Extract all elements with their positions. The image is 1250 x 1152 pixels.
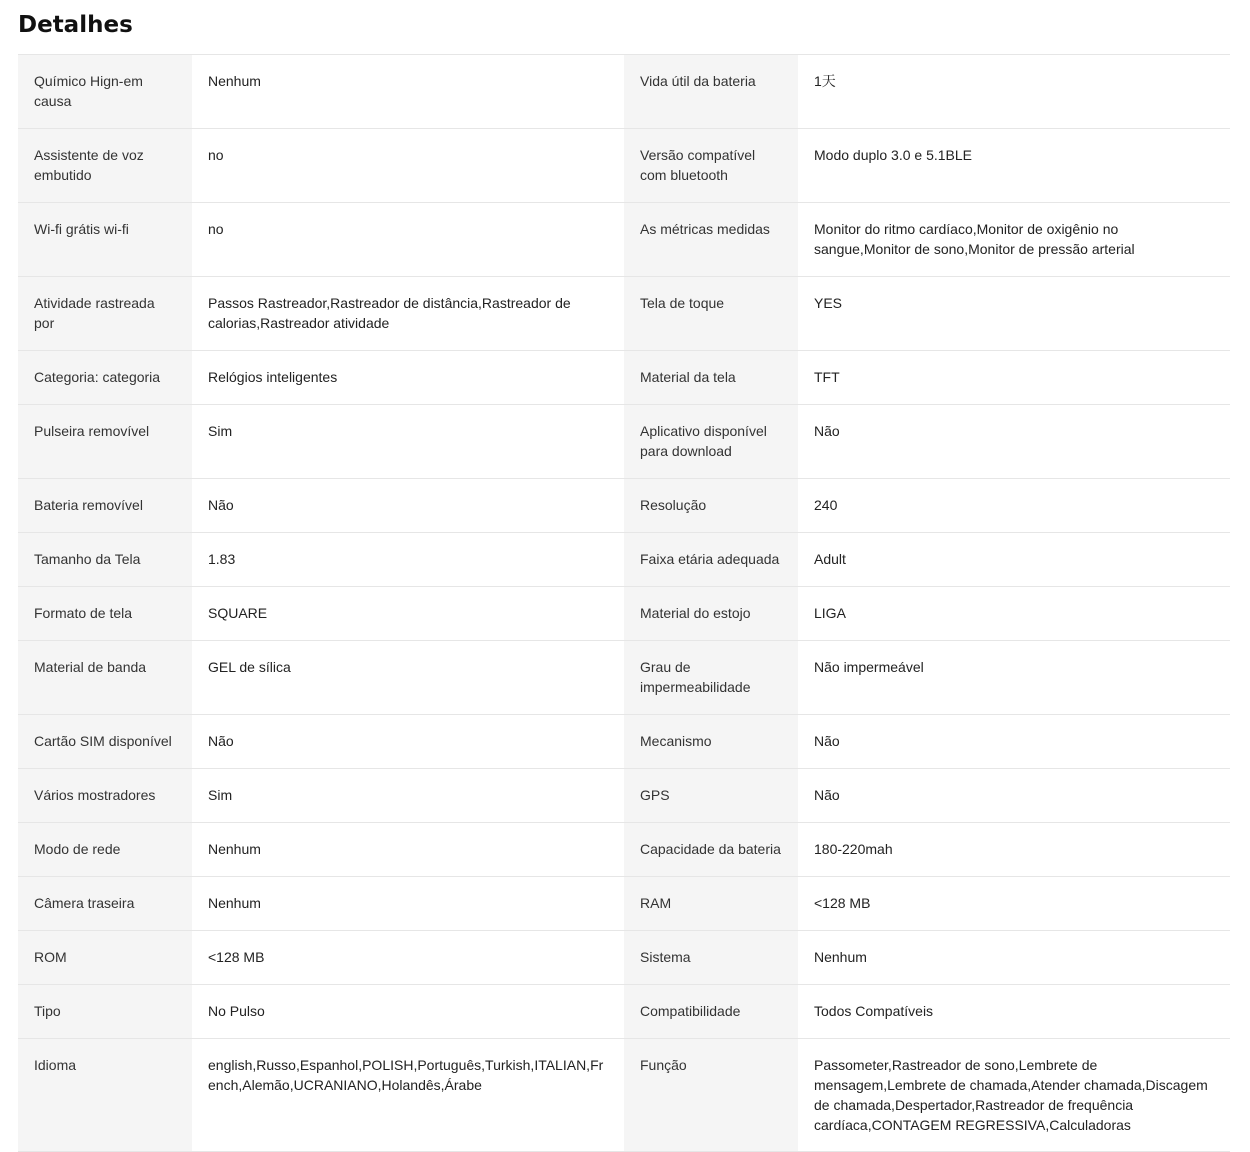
spec-label: Atividade rastreada por: [18, 277, 192, 351]
spec-table-body: [18, 55, 1230, 1152]
spec-label: Função: [624, 1039, 798, 1152]
spec-label: Químico Hign-em causa: [18, 55, 192, 129]
table-row: [18, 823, 1230, 877]
spec-value: Não: [798, 769, 1230, 823]
spec-value: no: [192, 203, 624, 277]
spec-value: Nenhum: [192, 877, 624, 931]
table-row: [18, 715, 1230, 769]
table-row: [18, 641, 1230, 715]
spec-label: Compatibilidade: [624, 985, 798, 1039]
spec-value: Não: [192, 479, 624, 533]
spec-value: YES: [798, 277, 1230, 351]
spec-value: Não: [798, 715, 1230, 769]
table-row: [18, 129, 1230, 203]
spec-label: Tamanho da Tela: [18, 533, 192, 587]
spec-label: Tipo: [18, 985, 192, 1039]
spec-value: TFT: [798, 351, 1230, 405]
spec-value: <128 MB: [798, 877, 1230, 931]
spec-label: ROM: [18, 931, 192, 985]
spec-label: Resolução: [624, 479, 798, 533]
spec-value: 240: [798, 479, 1230, 533]
spec-value: Nenhum: [192, 823, 624, 877]
spec-value: Nenhum: [192, 55, 624, 129]
spec-label: Câmera traseira: [18, 877, 192, 931]
table-row: [18, 1039, 1230, 1152]
table-row: [18, 351, 1230, 405]
spec-label: Grau de impermeabilidade: [624, 641, 798, 715]
table-row: [18, 769, 1230, 823]
spec-label: Formato de tela: [18, 587, 192, 641]
spec-value: No Pulso: [192, 985, 624, 1039]
spec-value: Passometer,Rastreador de sono,Lembrete de mensagem,Lembrete de chamada,Atender chamada,Discagem de chamada,Despertador,Rastreador de frequência cardíaca,CONTAGEM REGRESSIVA,Calculadoras: [798, 1039, 1230, 1152]
spec-label: Vida útil da bateria: [624, 55, 798, 129]
table-row: [18, 877, 1230, 931]
spec-value: Relógios inteligentes: [192, 351, 624, 405]
spec-label: Idioma: [18, 1039, 192, 1152]
spec-value: Modo duplo 3.0 e 5.1BLE: [798, 129, 1230, 203]
table-row: [18, 55, 1230, 129]
spec-value: <128 MB: [192, 931, 624, 985]
spec-label: Assistente de voz embutido: [18, 129, 192, 203]
spec-label: Cartão SIM disponível: [18, 715, 192, 769]
table-row: [18, 931, 1230, 985]
spec-label: RAM: [624, 877, 798, 931]
spec-label: As métricas medidas: [624, 203, 798, 277]
section-title: Detalhes: [18, 12, 133, 38]
spec-label: Modo de rede: [18, 823, 192, 877]
spec-label: Material de banda: [18, 641, 192, 715]
spec-value: Todos Compatíveis: [798, 985, 1230, 1039]
spec-label: Pulseira removível: [18, 405, 192, 479]
table-row: [18, 533, 1230, 587]
spec-value: english,Russo,Espanhol,POLISH,Português,Turkish,ITALIAN,French,Alemão,UCRANIANO,Holandês,Árabe: [192, 1039, 624, 1152]
spec-value: Nenhum: [798, 931, 1230, 985]
spec-label: GPS: [624, 769, 798, 823]
spec-label: Material do estojo: [624, 587, 798, 641]
spec-value: Sim: [192, 405, 624, 479]
spec-value: GEL de sílica: [192, 641, 624, 715]
spec-label: Tela de toque: [624, 277, 798, 351]
table-row: [18, 587, 1230, 641]
table-row: [18, 985, 1230, 1039]
spec-value: SQUARE: [192, 587, 624, 641]
spec-value: Não impermeável: [798, 641, 1230, 715]
table-row: [18, 405, 1230, 479]
spec-label: Capacidade da bateria: [624, 823, 798, 877]
spec-label: Bateria removível: [18, 479, 192, 533]
spec-value: Monitor do ritmo cardíaco,Monitor de oxigênio no sangue,Monitor de sono,Monitor de pressão arterial: [798, 203, 1230, 277]
table-row: [18, 277, 1230, 351]
spec-value: 1.83: [192, 533, 624, 587]
spec-label: Faixa etária adequada: [624, 533, 798, 587]
table-row: [18, 203, 1230, 277]
spec-value: LIGA: [798, 587, 1230, 641]
spec-table: [18, 54, 1230, 1152]
spec-value: Não: [192, 715, 624, 769]
spec-value: 180-220mah: [798, 823, 1230, 877]
spec-label: Versão compatível com bluetooth: [624, 129, 798, 203]
spec-label: Vários mostradores: [18, 769, 192, 823]
spec-value: Sim: [192, 769, 624, 823]
spec-value: Adult: [798, 533, 1230, 587]
spec-value: no: [192, 129, 624, 203]
spec-label: Wi-fi grátis wi-fi: [18, 203, 192, 277]
spec-value: Não: [798, 405, 1230, 479]
spec-label: Sistema: [624, 931, 798, 985]
spec-label: Material da tela: [624, 351, 798, 405]
table-row: [18, 479, 1230, 533]
spec-label: Mecanismo: [624, 715, 798, 769]
spec-label: Aplicativo disponível para download: [624, 405, 798, 479]
spec-label: Categoria: categoria: [18, 351, 192, 405]
spec-value: Passos Rastreador,Rastreador de distância,Rastreador de calorias,Rastreador atividade: [192, 277, 624, 351]
spec-value: 1天: [798, 55, 1230, 129]
